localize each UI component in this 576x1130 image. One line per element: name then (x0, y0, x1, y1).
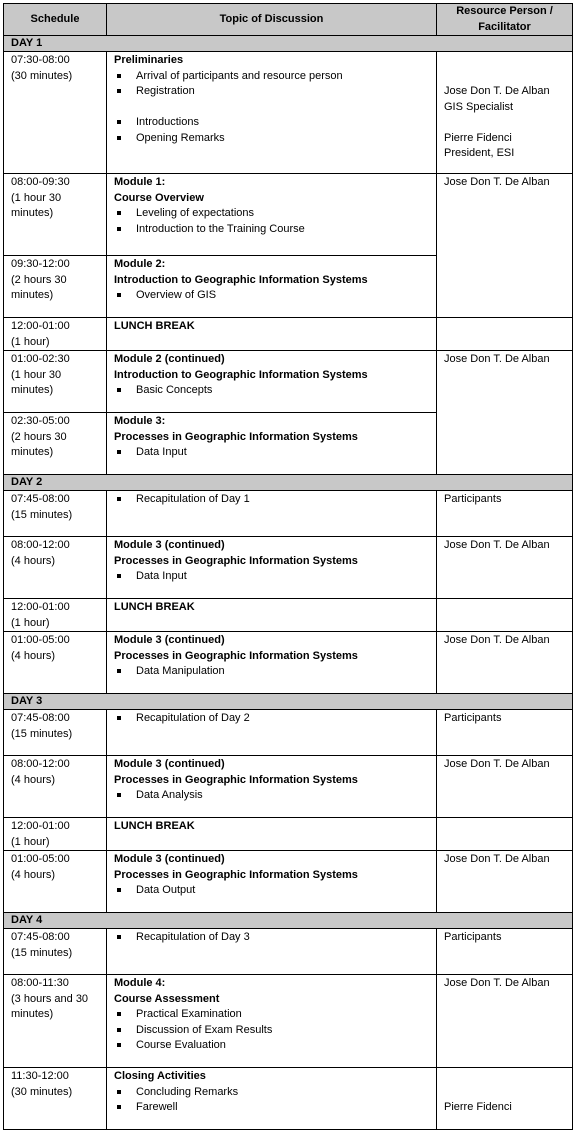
time-range: 08:00-09:30 (11, 176, 70, 188)
topic-cell (107, 318, 437, 351)
topic-cell (107, 351, 437, 413)
resource-cell (437, 537, 573, 599)
resource-cell (437, 975, 573, 1068)
time-range: 08:00-11:30 (11, 977, 69, 989)
duration: (2 hours 30 minutes) (11, 273, 67, 301)
duration: (15 minutes) (11, 946, 73, 959)
duration: (4 hours) (11, 554, 56, 567)
topic-title: Module 3 (continued) (114, 853, 225, 865)
duration: (15 minutes) (11, 727, 73, 740)
topic-list (114, 930, 429, 946)
topic-cell (107, 818, 437, 851)
topic-item: Data Output (136, 883, 429, 899)
schedule-cell (4, 818, 107, 851)
topic-item: Farewell (136, 1100, 429, 1116)
topic-title: Processes in Geographic Information Systems (114, 773, 358, 786)
topic-item: Course Evaluation (136, 1038, 429, 1054)
resource-person: Participants (444, 712, 502, 724)
day-row (4, 913, 573, 929)
topic-item: Overview of GIS (136, 288, 429, 304)
resource-person: Pierre Fidenci (444, 131, 512, 144)
resource-cell (437, 599, 573, 632)
topic-cell (107, 851, 437, 913)
resource-person: Jose Don T. De Alban (444, 176, 550, 188)
schedule-cell (4, 756, 107, 818)
time-range: 12:00-01:00 (11, 601, 70, 613)
topic-item: Introduction to the Training Course (136, 222, 429, 238)
session-row (4, 599, 573, 632)
time-range: 07:45-08:00 (11, 931, 70, 943)
day-row (4, 694, 573, 710)
time-range: 08:00-12:00 (11, 758, 70, 770)
topic-item: Concluding Remarks (136, 1085, 429, 1101)
topic-list (114, 711, 429, 727)
topic-list (114, 1007, 429, 1054)
duration: (4 hours) (11, 649, 56, 662)
topic-title: Introduction to Geographic Information Systems (114, 273, 368, 286)
duration: (1 hour) (11, 835, 50, 848)
day-label: DAY 1 (4, 36, 573, 52)
schedule-table (3, 3, 573, 1130)
session-row (4, 52, 573, 174)
resource-cell (437, 1068, 573, 1130)
topic-item: Arrival of participants and resource person (136, 69, 429, 85)
topic-cell (107, 599, 437, 632)
time-range: 01:00-02:30 (11, 353, 70, 365)
resource-cell (437, 256, 573, 318)
header-resource: Resource Person / Facilitator (437, 4, 573, 36)
schedule-cell (4, 851, 107, 913)
topic-item: Introductions (136, 115, 429, 131)
topic-item: Recapitulation of Day 1 (136, 492, 429, 508)
topic-title: Processes in Geographic Information Systems (114, 430, 358, 443)
duration: (15 minutes) (11, 508, 73, 521)
time-range: 12:00-01:00 (11, 320, 70, 332)
topic-item: Data Manipulation (136, 664, 429, 680)
topic-title: LUNCH BREAK (114, 820, 195, 832)
day-row (4, 475, 573, 491)
resource-person: Jose Don T. De Alban (444, 539, 550, 551)
resource-cell (437, 174, 573, 256)
time-range: 11:30-12:00 (11, 1070, 69, 1082)
time-range: 01:00-05:00 (11, 853, 70, 865)
schedule-cell (4, 413, 107, 475)
header-schedule: Schedule (4, 4, 107, 36)
duration: (4 hours) (11, 868, 56, 881)
session-row (4, 975, 573, 1068)
topic-cell (107, 413, 437, 475)
topic-list (114, 288, 429, 304)
topic-title: Closing Activities (114, 1070, 206, 1082)
topic-list (114, 883, 429, 899)
session-row (4, 256, 573, 318)
session-row (4, 318, 573, 351)
resource-cell (437, 756, 573, 818)
topic-title: Module 3: (114, 415, 166, 427)
list-spacer (136, 100, 429, 116)
time-range: 08:00-12:00 (11, 539, 70, 551)
topic-title: Processes in Geographic Information Systems (114, 649, 358, 662)
duration: (2 hours 30 minutes) (11, 430, 67, 458)
resource-cell (437, 52, 573, 174)
duration: (1 hour) (11, 335, 50, 348)
resource-person: Pierre Fidenci (444, 1101, 512, 1113)
resource-spacer (444, 1069, 565, 1085)
topic-item: Data Analysis (136, 788, 429, 804)
topic-item: Discussion of Exam Results (136, 1023, 429, 1039)
session-row (4, 851, 573, 913)
resource-cell (437, 851, 573, 913)
duration: (4 hours) (11, 773, 56, 786)
topic-title: Processes in Geographic Information Systems (114, 868, 358, 881)
topic-cell (107, 929, 437, 975)
duration: (1 hour 30 minutes) (11, 368, 62, 396)
topic-cell (107, 256, 437, 318)
duration: (1 hour 30 minutes) (11, 191, 62, 219)
topic-list (114, 492, 429, 508)
resource-cell (437, 351, 573, 413)
topic-title: Module 2: (114, 258, 166, 270)
topic-title: Preliminaries (114, 54, 184, 66)
topic-list (114, 383, 429, 399)
resource-person: GIS Specialist (444, 100, 514, 113)
resource-person: Jose Don T. De Alban (444, 977, 550, 989)
day-label: DAY 4 (4, 913, 573, 929)
topic-title: Processes in Geographic Information Systems (114, 554, 358, 567)
resource-person: President, ESI (444, 147, 515, 159)
time-range: 07:30-08:00 (11, 54, 70, 66)
topic-list (114, 206, 429, 237)
topic-cell (107, 756, 437, 818)
day-row (4, 36, 573, 52)
topic-list (114, 445, 429, 461)
resource-cell (437, 491, 573, 537)
resource-spacer (444, 69, 565, 85)
resource-person: Participants (444, 493, 502, 505)
duration: (30 minutes) (11, 69, 73, 82)
session-row (4, 756, 573, 818)
topic-title: LUNCH BREAK (114, 601, 195, 613)
resource-cell (437, 929, 573, 975)
topic-title: Introduction to Geographic Information Systems (114, 368, 368, 381)
schedule-cell (4, 174, 107, 256)
time-range: 02:30-05:00 (11, 415, 70, 427)
time-range: 07:45-08:00 (11, 712, 70, 724)
resource-spacer (444, 1085, 565, 1101)
session-row (4, 818, 573, 851)
session-row (4, 632, 573, 694)
resource-person: Jose Don T. De Alban (444, 853, 550, 865)
resource-cell (437, 818, 573, 851)
schedule-cell (4, 52, 107, 174)
resource-cell (437, 710, 573, 756)
topic-title: Module 4: (114, 977, 166, 989)
time-range: 09:30-12:00 (11, 258, 70, 270)
schedule-cell (4, 351, 107, 413)
topic-title: Course Overview (114, 191, 204, 204)
duration: (30 minutes) (11, 1085, 73, 1098)
resource-cell (437, 413, 573, 475)
resource-person: Jose Don T. De Alban (444, 634, 550, 646)
day-label: DAY 2 (4, 475, 573, 491)
resource-spacer (444, 53, 565, 69)
topic-item: Basic Concepts (136, 383, 429, 399)
session-row (4, 929, 573, 975)
schedule-cell (4, 491, 107, 537)
topic-item: Opening Remarks (136, 131, 429, 147)
topic-title: Module 3 (continued) (114, 634, 225, 646)
session-row (4, 174, 573, 256)
topic-cell (107, 174, 437, 256)
topic-cell (107, 710, 437, 756)
duration: (1 hour) (11, 616, 50, 629)
schedule-cell (4, 256, 107, 318)
topic-cell (107, 975, 437, 1068)
duration: (3 hours and 30 minutes) (11, 992, 89, 1020)
topic-item: Data Input (136, 445, 429, 461)
topic-list (114, 664, 429, 680)
time-range: 07:45-08:00 (11, 493, 70, 505)
topic-title: Module 3 (continued) (114, 758, 225, 770)
resource-cell (437, 632, 573, 694)
topic-cell (107, 537, 437, 599)
resource-person: Participants (444, 931, 502, 943)
schedule-cell (4, 632, 107, 694)
topic-item: Leveling of expectations (136, 206, 429, 222)
resource-cell (437, 318, 573, 351)
topic-title: Module 1: (114, 176, 166, 188)
day-label: DAY 3 (4, 694, 573, 710)
schedule-cell (4, 710, 107, 756)
schedule-cell (4, 537, 107, 599)
session-row (4, 1068, 573, 1130)
topic-title: Module 2 (continued) (114, 353, 225, 365)
session-row (4, 491, 573, 537)
topic-item: Recapitulation of Day 3 (136, 930, 429, 946)
resource-person: Jose Don T. De Alban (444, 353, 550, 365)
topic-item: Practical Examination (136, 1007, 429, 1023)
session-row (4, 710, 573, 756)
schedule-cell (4, 975, 107, 1068)
session-row (4, 413, 573, 475)
topic-item: Registration (136, 84, 429, 100)
time-range: 01:00-05:00 (11, 634, 70, 646)
topic-title: Module 3 (continued) (114, 539, 225, 551)
resource-person: Jose Don T. De Alban (444, 85, 550, 97)
session-row (4, 351, 573, 413)
schedule-cell (4, 318, 107, 351)
topic-cell (107, 1068, 437, 1130)
topic-cell (107, 632, 437, 694)
header-topic: Topic of Discussion (107, 4, 437, 36)
schedule-cell (4, 1068, 107, 1130)
resource-spacer (444, 115, 565, 131)
topic-title: LUNCH BREAK (114, 320, 195, 332)
topic-list (114, 788, 429, 804)
schedule-cell (4, 929, 107, 975)
topic-item: Data Input (136, 569, 429, 585)
topic-item: Recapitulation of Day 2 (136, 711, 429, 727)
topic-title: Course Assessment (114, 992, 220, 1005)
topic-cell (107, 52, 437, 174)
topic-cell (107, 491, 437, 537)
topic-list (114, 569, 429, 585)
session-row (4, 537, 573, 599)
topic-list (114, 1085, 429, 1116)
schedule-cell (4, 599, 107, 632)
time-range: 12:00-01:00 (11, 820, 70, 832)
resource-person: Jose Don T. De Alban (444, 758, 550, 770)
topic-list (114, 69, 429, 147)
